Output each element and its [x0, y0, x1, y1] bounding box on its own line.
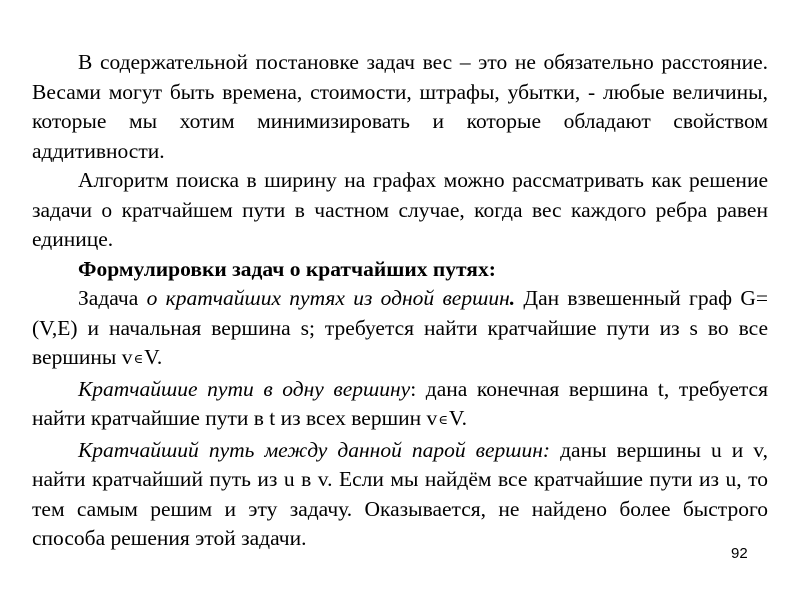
page-number: 92: [731, 545, 748, 562]
single-destination-text-a: : дана конечная вершина t, требуется найти кратчайшие пути в t из всех вершин v: [32, 376, 768, 430]
single-source-term: о кратчайших путях из одной вершин: [146, 286, 510, 310]
single-destination-text-b: V.: [448, 406, 468, 430]
element-of-symbol: ∈: [133, 351, 144, 366]
section-heading-text: Формулировки задач о кратчайших путях:: [78, 256, 496, 281]
paragraph-single-destination: [32, 375, 768, 436]
single-source-text-a: Дан взвешенный граф G=(V,E) и начальная вершина s; требуется найти кратчайшие пути из s во все вершины v: [32, 286, 769, 369]
paragraph-weights: [32, 48, 768, 166]
paragraph-single-source: [32, 284, 768, 375]
single-source-prefix: Задача: [78, 286, 147, 310]
paragraph-bfs-text: Алгоритм поиска в ширину на графах можно рассматривать как решение задачи о кратчайшем пути в частном случае, когда вес каждого ребра равен единице.: [32, 168, 768, 251]
paragraph-single-pair: [32, 436, 768, 554]
single-pair-term: Кратчайший путь между данной парой вершин:: [78, 437, 551, 462]
section-heading: [32, 255, 768, 285]
slide-text-block: [32, 48, 768, 554]
single-pair-text: даны вершины u и v, найти кратчайший путь из u в v. Если мы найдём все кратчайшие пути из u, то тем самым решим и эту задачу. Оказывается, не найдено более быстрого способа решения этой задачи.: [32, 437, 768, 550]
single-source-text-b: V.: [144, 345, 163, 369]
paragraph-weights-text: В содержательной постановке задач вес – это не обязательно расстояние. Весами могут быть времена, стоимости, штрафы, убытки, - любые величины, которые мы хотим минимизировать и которые обладают свойством аддитивности.: [32, 50, 768, 163]
single-destination-term: Кратчайшие пути в одну вершину: [78, 376, 411, 401]
paragraph-bfs: [32, 166, 768, 255]
single-source-dot: .: [509, 286, 516, 310]
element-of-symbol: ∈: [438, 412, 448, 427]
